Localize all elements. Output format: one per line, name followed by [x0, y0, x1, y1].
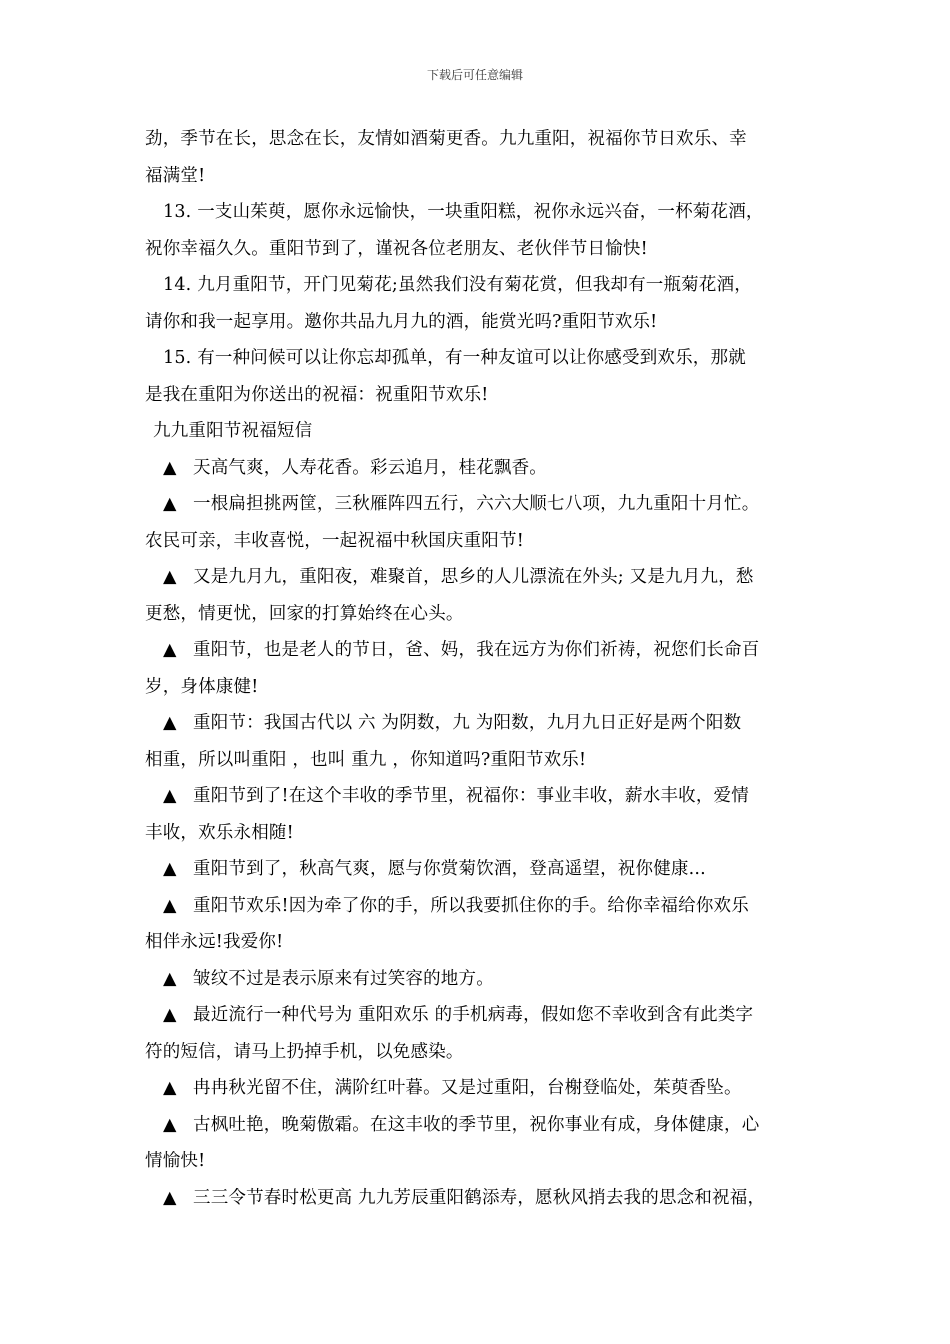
- bullet-line: [145, 997, 825, 1034]
- line-text: 三三令节春时松更高 九九芳辰重阳鹤添寿，愿秋风捎去我的思念和祝福，: [193, 1187, 766, 1208]
- bullet-line: [145, 705, 825, 742]
- text-line: [145, 742, 825, 779]
- text-line: [145, 523, 825, 560]
- text-line: [145, 924, 825, 961]
- bullet-line: [145, 1107, 825, 1144]
- line-text: 古枫吐艳，晚菊傲霜。在这丰收的季节里，祝你事业有成，身体健康，心: [193, 1114, 760, 1135]
- text-line: [145, 304, 825, 341]
- line-text: 情愉快!: [145, 1151, 206, 1171]
- triangle-bullet-icon: ▲: [163, 1187, 177, 1208]
- bullet-line: [145, 632, 825, 669]
- line-text: 14. 九月重阳节，开门见菊花;虽然我们没有菊花赏，但我却有一瓶菊花酒，: [163, 275, 752, 295]
- line-text: 重阳节到了，秋高气爽，愿与你赏菊饮酒，登高遥望，祝你健康...: [193, 859, 706, 879]
- text-line: [145, 815, 825, 852]
- line-text: 农民可亲，丰收喜悦，一起祝福中秋国庆重阳节!: [145, 530, 524, 551]
- line-text: 岁，身体康健!: [145, 676, 259, 697]
- line-text: 重阳节欢乐!因为牵了你的手，所以我要抓住你的手。给你幸福给你欢乐: [193, 895, 749, 916]
- line-text: 相伴永远!我爱你!: [145, 932, 284, 952]
- bullet-line: [145, 961, 825, 998]
- bullet-line: [145, 559, 825, 596]
- triangle-bullet-icon: ▲: [163, 1005, 177, 1025]
- text-line: [145, 377, 825, 414]
- text-line: [145, 1034, 825, 1071]
- numbered-line: [145, 340, 825, 377]
- line-text: 相重，所以叫重阳 ，也叫 重九 ，你知道吗?重阳节欢乐!: [145, 749, 587, 770]
- line-text: 冉冉秋光留不住，满阶红叶暮。又是过重阳，台榭登临处，茱萸香坠。: [193, 1078, 742, 1098]
- bullet-line: [145, 851, 825, 888]
- line-text: 重阳节，也是老人的节日，爸、妈，我在远方为你们祈祷，祝您们长命百: [193, 640, 760, 660]
- line-text: 更愁，情更忧，回家的打算始终在心头。: [145, 603, 464, 624]
- text-line: [145, 596, 825, 633]
- triangle-bullet-icon: ▲: [163, 713, 177, 733]
- triangle-bullet-icon: ▲: [163, 567, 177, 587]
- triangle-bullet-icon: ▲: [163, 457, 177, 478]
- line-text: 皱纹不过是表示原来有过笑容的地方。: [193, 968, 494, 989]
- line-text: 请你和我一起享用。邀你共品九月九的酒，能赏光吗?重阳节欢乐!: [145, 311, 658, 332]
- line-text: 13. 一支山茱萸，愿你永远愉快，一块重阳糕，祝你永远兴奋，一杯菊花酒，: [163, 202, 764, 222]
- line-text: 祝你幸福久久。重阳节到了，谨祝各位老朋友、老伙伴节日愉快!: [145, 238, 648, 259]
- document-body: [145, 121, 825, 1216]
- bullet-line: [145, 888, 825, 925]
- triangle-bullet-icon: ▲: [163, 786, 177, 806]
- triangle-bullet-icon: ▲: [163, 1078, 177, 1098]
- triangle-bullet-icon: ▲: [163, 895, 177, 916]
- line-text: 重阳节到了!在这个丰收的季节里，祝福你：事业丰收，薪水丰收，爱情: [193, 786, 749, 806]
- section-heading: [145, 413, 825, 450]
- line-text: 重阳节：我国古代以 六 为阴数，九 为阳数，九月九日正好是两个阳数: [193, 713, 742, 733]
- text-line: [145, 121, 825, 158]
- text-line: [145, 231, 825, 268]
- line-text: 丰收，欢乐永相随!: [145, 822, 294, 843]
- bullet-line: [145, 1070, 825, 1107]
- triangle-bullet-icon: ▲: [163, 494, 177, 514]
- line-text: 福满堂!: [145, 165, 206, 186]
- bullet-line: [145, 450, 825, 487]
- line-text: 又是九月九，重阳夜，难聚首，思乡的人儿漂流在外头; 又是九月九，愁: [193, 567, 754, 587]
- line-text: 最近流行一种代号为 重阳欢乐 的手机病毒，假如您不幸收到含有此类字: [193, 1005, 754, 1025]
- triangle-bullet-icon: ▲: [163, 968, 177, 989]
- line-text: 九九重阳节祝福短信: [153, 421, 313, 441]
- triangle-bullet-icon: ▲: [163, 859, 177, 879]
- bullet-line: [145, 1180, 825, 1217]
- bullet-line: [145, 778, 825, 815]
- numbered-line: [145, 267, 825, 304]
- page-header: 下载后可任意编辑: [426, 68, 523, 82]
- text-line: [145, 1143, 825, 1180]
- text-line: [145, 669, 825, 706]
- line-text: 是我在重阳为你送出的祝福：祝重阳节欢乐!: [145, 384, 489, 405]
- line-text: 劲，季节在长，思念在长，友情如酒菊更香。九九重阳，祝福你节日欢乐、幸: [145, 129, 747, 149]
- line-text: 天高气爽，人寿花香。彩云追月，桂花飘香。: [193, 457, 547, 478]
- triangle-bullet-icon: ▲: [163, 1114, 177, 1135]
- line-text: 15. 有一种问候可以让你忘却孤单，有一种友谊可以让你感受到欢乐，那就: [163, 348, 746, 368]
- text-line: [145, 158, 825, 195]
- line-text: 一根扁担挑两筐，三秋雁阵四五行，六六大顺七八项，九九重阳十月忙。: [193, 494, 760, 514]
- bullet-line: [145, 486, 825, 523]
- triangle-bullet-icon: ▲: [163, 640, 177, 660]
- line-text: 符的短信，请马上扔掉手机，以免感染。: [145, 1041, 464, 1062]
- numbered-line: [145, 194, 825, 231]
